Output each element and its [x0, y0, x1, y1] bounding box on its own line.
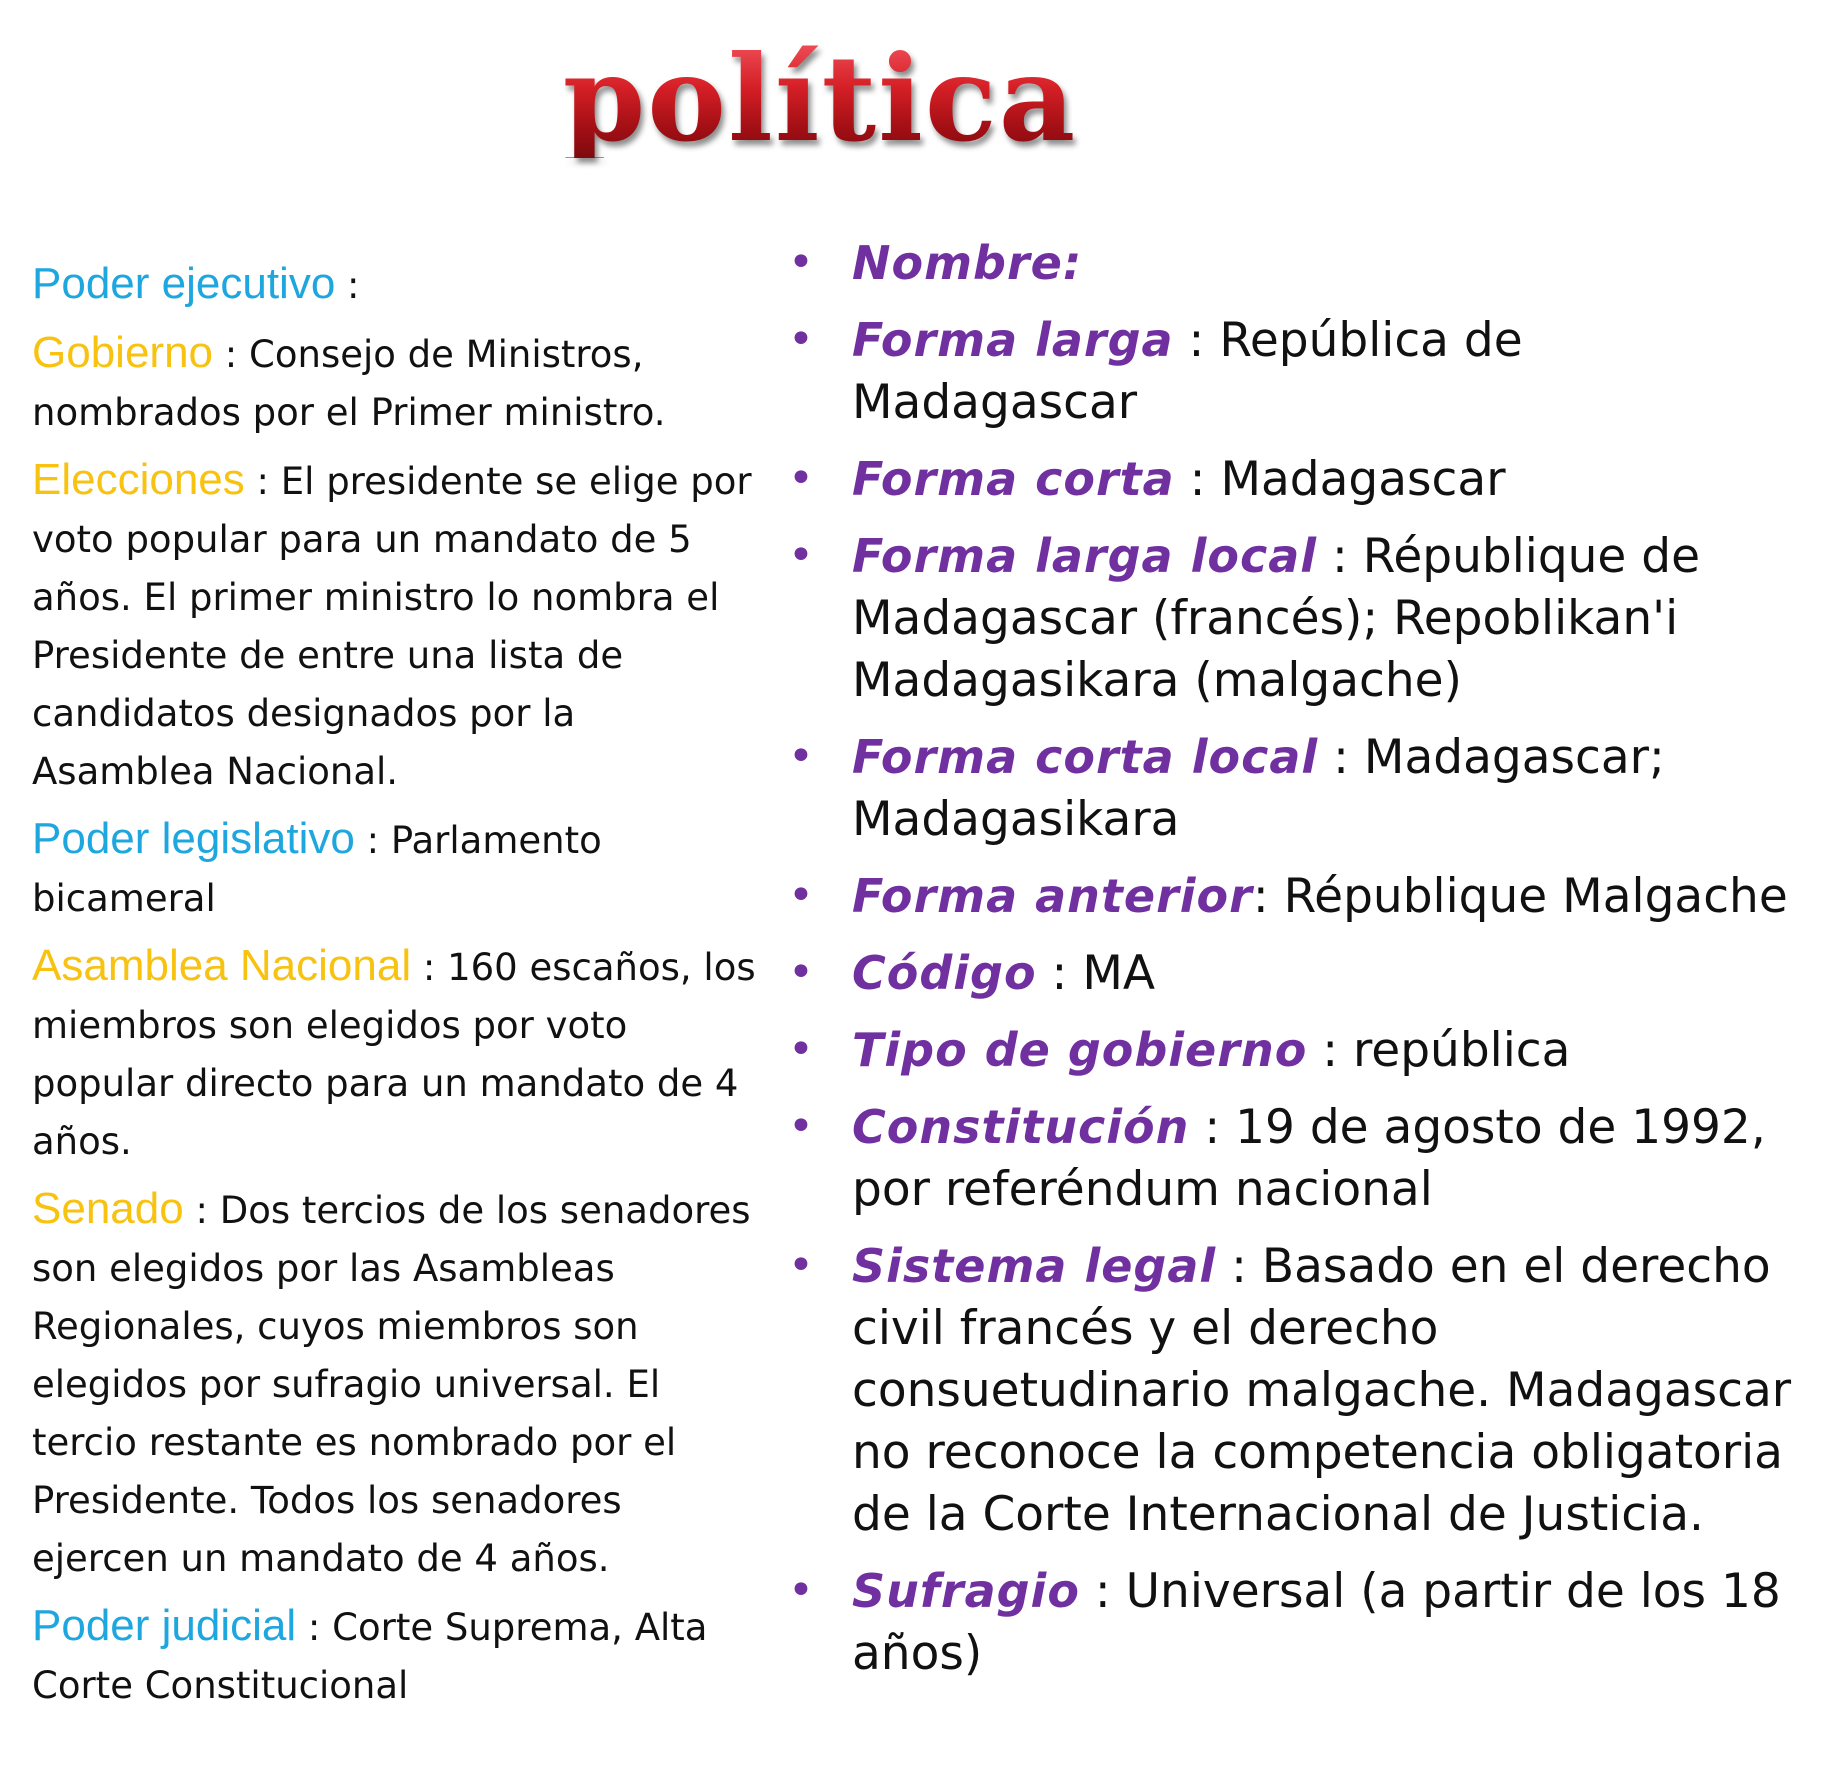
- item-key: Forma corta: [852, 452, 1175, 506]
- entry-separator: :: [411, 946, 448, 989]
- bullet-icon: •: [788, 1565, 814, 1616]
- government-structure-column: [32, 255, 762, 1724]
- list-item: [788, 448, 1818, 511]
- item-value: Madagascar; Madagasikara: [852, 730, 1665, 847]
- bullet-icon: •: [788, 237, 814, 288]
- item-key: Sufragio: [852, 1564, 1080, 1618]
- list-item: [788, 525, 1818, 712]
- entry-poder-legislativo: [32, 810, 762, 928]
- bullet-icon: •: [788, 1101, 814, 1152]
- entry-text: Corte Suprema, Alta Corte Constitucional: [32, 1606, 708, 1707]
- item-separator: :: [1317, 529, 1363, 584]
- entry-gobierno: [32, 324, 762, 442]
- entry-separator: :: [335, 264, 360, 307]
- entry-separator: :: [296, 1606, 333, 1649]
- entry-text: Consejo de Ministros, nombrados por el Primer ministro.: [32, 333, 666, 434]
- item-key: Sistema legal: [852, 1239, 1217, 1293]
- item-separator: :: [1307, 1023, 1354, 1078]
- entry-poder-ejecutivo: [32, 255, 762, 315]
- bullet-icon: •: [788, 1024, 814, 1075]
- entry-asamblea-nacional: [32, 937, 762, 1171]
- item-value: Madagascar: [1220, 452, 1506, 507]
- item-key: Tipo de gobierno: [852, 1023, 1308, 1077]
- item-key: Código: [852, 946, 1037, 1000]
- list-item: [788, 1019, 1818, 1082]
- item-separator: :: [1189, 1100, 1236, 1155]
- bullet-icon: •: [788, 530, 814, 581]
- bullet-icon: •: [788, 1240, 814, 1291]
- entry-separator: :: [354, 819, 391, 862]
- item-separator: :: [1036, 946, 1083, 1001]
- list-item: [788, 942, 1818, 1005]
- bullet-icon: •: [788, 870, 814, 921]
- item-value: MA: [1082, 946, 1156, 1001]
- entry-label: Poder legislativo: [32, 814, 355, 863]
- entry-text: Dos tercios de los senadores son elegidos por las Asambleas Regionales, cuyos miembros son elegidos por sufragio universal. El tercio restante es nombrado por el Presidente. Todos los senadores ejercen un mandato de 4 años.: [32, 1189, 751, 1580]
- entry-separator: :: [183, 1189, 220, 1232]
- list-item: [788, 1560, 1818, 1685]
- list-item: [788, 309, 1818, 434]
- item-separator: :: [1318, 730, 1364, 785]
- item-key: Forma larga local: [852, 529, 1318, 583]
- entry-senado: [32, 1180, 762, 1588]
- entry-elecciones: [32, 451, 762, 801]
- item-value: République de Madagascar (francés); Repoblikan'i Madagasikara (malgache): [852, 529, 1701, 708]
- list-item: [788, 865, 1818, 928]
- country-facts-column: [788, 232, 1818, 1699]
- bullet-icon: •: [788, 731, 814, 782]
- page-title: política: [0, 40, 1640, 158]
- entry-poder-judicial: [32, 1597, 762, 1715]
- item-separator: :: [1216, 1239, 1262, 1294]
- entry-text: 160 escaños, los miembros son elegidos por voto popular directo para un mandato de 4 años.: [32, 946, 756, 1163]
- item-key: Forma corta local: [852, 730, 1319, 784]
- item-separator: :: [1173, 313, 1220, 368]
- entry-label: Poder ejecutivo: [32, 259, 336, 308]
- entry-separator: :: [213, 333, 250, 376]
- entry-label: Asamblea Nacional: [32, 941, 412, 990]
- item-value: République Malgache: [1283, 869, 1788, 924]
- item-separator: :: [1174, 452, 1221, 507]
- list-item: [788, 726, 1818, 851]
- list-item: [788, 232, 1818, 295]
- list-item: [788, 1235, 1818, 1546]
- item-key: Forma anterior: [852, 869, 1253, 923]
- entry-separator: :: [244, 460, 281, 503]
- entry-text: Parlamento bicameral: [32, 819, 602, 920]
- item-key: Constitución: [852, 1100, 1190, 1154]
- bullet-icon: •: [788, 947, 814, 998]
- list-item: [788, 1096, 1818, 1221]
- entry-label: Elecciones: [32, 455, 245, 504]
- item-value: república: [1353, 1023, 1571, 1078]
- item-value: Universal (a partir de los 18 años): [852, 1564, 1781, 1681]
- item-key: Nombre:: [852, 236, 1083, 290]
- bullet-icon: •: [788, 453, 814, 504]
- item-separator: :: [1079, 1564, 1126, 1619]
- entry-label: Poder judicial: [32, 1601, 297, 1650]
- item-value: 19 de agosto de 1992, por referéndum nacional: [852, 1100, 1766, 1217]
- item-key: Forma larga: [852, 313, 1174, 367]
- entry-label: Gobierno: [32, 328, 214, 377]
- item-separator: :: [1252, 869, 1284, 924]
- bullet-icon: •: [788, 314, 814, 365]
- facts-list: [788, 232, 1818, 1685]
- item-value: Basado en el derecho civil francés y el derecho consuetudinario malgache. Madagascar no reconoce la competencia obligatoria de la Corte Internacional de Justicia.: [852, 1239, 1792, 1542]
- entry-text: El presidente se elige por voto popular para un mandato de 5 años. El primer ministro lo nombra el Presidente de entre una lista de candidatos designados por la Asamblea Nacional.: [32, 460, 752, 793]
- entry-label: Senado: [32, 1184, 184, 1233]
- item-value: República de Madagascar: [852, 313, 1523, 430]
